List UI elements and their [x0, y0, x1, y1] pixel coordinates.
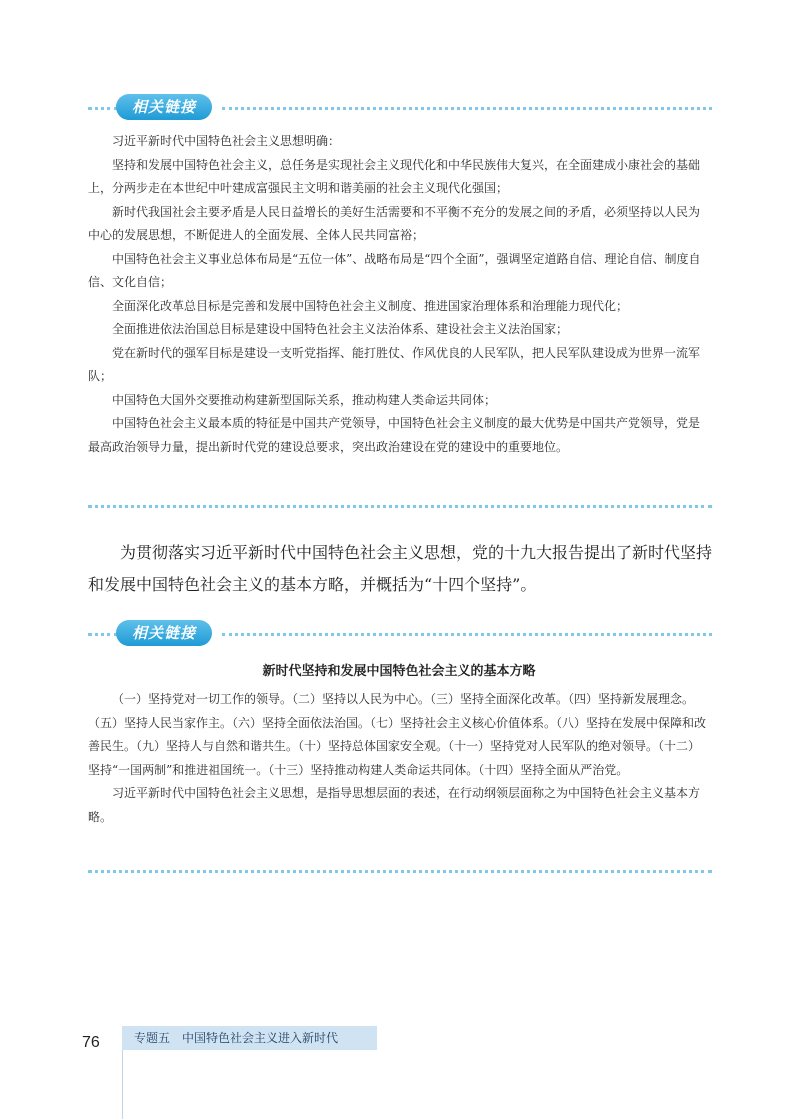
box2-bottom-dotted-rule	[88, 870, 712, 873]
box1-paragraph: 新时代我国社会主要矛盾是人民日益增长的美好生活需要和不平衡不充分的发展之间的矛盾，必须坚持以人民为中心的发展思想，不断促进人的全面发展、全体人民共同富裕；	[88, 204, 701, 242]
page-number: 76	[82, 1034, 100, 1051]
box2-top-dotted-rule	[88, 633, 118, 636]
main-paragraph: 为贯彻落实习近平新时代中国特色社会主义思想，党的十九大报告提出了新时代坚持和发展中国特色社会主义的基本方略，并概括为“十四个坚持”。	[88, 543, 713, 594]
box1-paragraph: 全面推进依法治国总目标是建设中国特色社会主义法治体系、建设社会主义法治国家；	[112, 322, 569, 336]
box1-intro: 习近平新时代中国特色社会主义思想明确：	[112, 134, 341, 148]
box1-top-dotted-rule-right	[222, 107, 712, 110]
box1-content	[88, 130, 710, 459]
chapter-label: 专题五	[134, 1031, 171, 1045]
footer-chapter-bar	[122, 1026, 377, 1050]
box1-paragraph: 中国特色社会主义最本质的特征是中国共产党领导，中国特色社会主义制度的最大优势是中国共产党领导，党是最高政治领导力量，提出新时代党的建设总要求，突出政治建设在党的建设中的重要地位。	[88, 416, 701, 454]
box1-paragraph: 坚持和发展中国特色社会主义，总任务是实现社会主义现代化和中华民族伟大复兴，在全面建成小康社会的基础上，分两步走在本世纪中叶建成富强民主文明和谐美丽的社会主义现代化强国；	[88, 157, 701, 195]
box1-paragraph: 中国特色社会主义事业总体布局是“五位一体”、战略布局是“四个全面”，强调坚定道路自信、理论自信、制度自信、文化自信；	[88, 251, 701, 289]
box1-paragraph: 全面深化改革总目标是完善和发展中国特色社会主义制度、推进国家治理体系和治理能力现代化；	[112, 298, 629, 313]
box2-content	[88, 688, 710, 829]
box1-paragraph: 党在新时代的强军目标是建设一支听党指挥、能打胜仗、作风优良的人民军队，把人民军队建设成为世界一流军队；	[88, 345, 701, 383]
box2-paragraph: （一）坚持党对一切工作的领导。（二）坚持以人民为中心。（三）坚持全面深化改革。（四）坚持新发展理念。（五）坚持人民当家作主。（六）坚持全面依法治国。（七）坚持社会主义核心价值体系。（八）坚持在发展中保障和改善民生。（九）坚持人与自然和谐共生。（十）坚持总体国家安全观。（十一）坚持党对人民军队的绝对领导。（十二）坚持“一国两制”和推进祖国统一。（十三）坚持推动构建人类命运共同体。（十四）坚持全面从严治党。	[88, 692, 707, 777]
chapter-title: 中国特色社会主义进入新时代	[182, 1031, 339, 1045]
box1-top-dotted-rule	[88, 107, 118, 110]
box2-paragraph: 习近平新时代中国特色社会主义思想，是指导思想层面的表述，在行动纲领层面称之为中国特色社会主义基本方略。	[88, 786, 701, 824]
box1-bottom-dotted-rule	[88, 505, 712, 508]
box1-paragraph: 中国特色大国外交要推动构建新型国际关系，推动构建人类命运共同体；	[112, 392, 497, 407]
box2-related-link-tag: 相关链接	[116, 620, 212, 646]
box2-top-dotted-rule-right	[222, 633, 712, 636]
box1-related-link-tag: 相关链接	[116, 94, 212, 120]
box2-title: 新时代坚持和发展中国特色社会主义的基本方略	[262, 664, 536, 679]
